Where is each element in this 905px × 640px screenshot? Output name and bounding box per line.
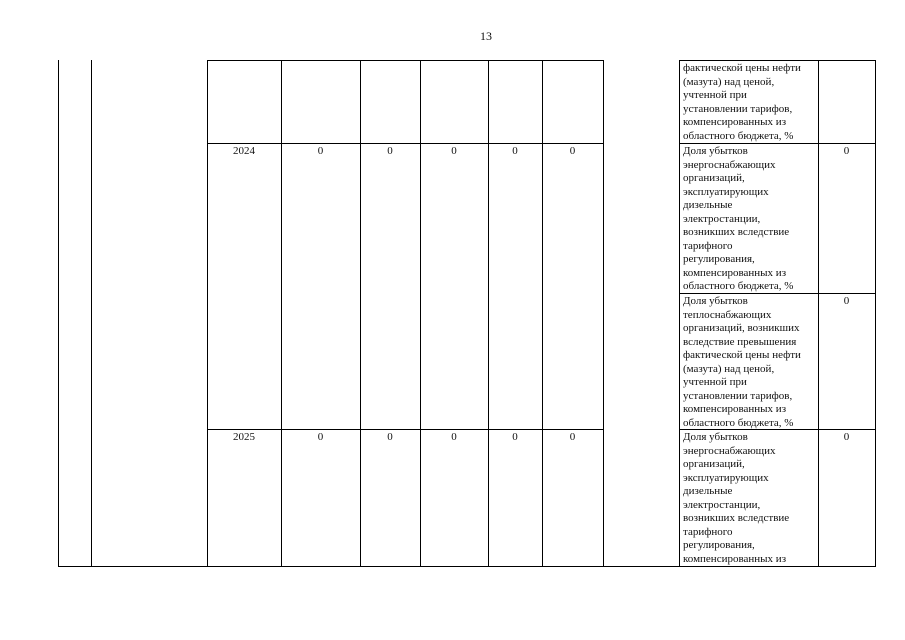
indicator-text: Доля убытков энергоснабжающих организаций, эксплуатирующих дизельные электростанции, возникших вследствие тарифного регулирования, компенсированных из (683, 431, 790, 565)
value-cell: 0 (317, 145, 324, 157)
column-divider (875, 60, 876, 566)
column-divider (420, 60, 421, 566)
column-divider (488, 60, 489, 566)
row-divider (679, 143, 875, 144)
target-value-cell: 0 (843, 145, 850, 157)
year-cell: 2025 (233, 431, 255, 443)
column-divider (207, 60, 208, 566)
value-cell: 0 (451, 145, 457, 157)
indicator-text: фактической цены нефти (мазута) над ценой, учтенной при установлении тарифов, компенсированных из областного бюджета, % (683, 62, 801, 142)
column-divider (360, 60, 361, 566)
row-divider (207, 143, 603, 144)
column-divider (91, 60, 92, 566)
value-cell: 0 (569, 431, 576, 443)
row-divider (207, 429, 603, 430)
indicator-text: Доля убытков энергоснабжающих организаций, эксплуатирующих дизельные электростанции, возникших вследствие тарифного регулирования, компенсированных из областного бюджета, % (683, 145, 794, 292)
value-cell: 0 (387, 145, 393, 157)
column-divider (281, 60, 282, 566)
column-divider (603, 60, 604, 566)
indicator-text: Доля убытков теплоснабжающих организаций, возникших вследствие превышения фактической цены нефти (мазута) над ценой, учтенной при установлении тарифов, компенсированных из областного бюджета, % (683, 295, 801, 429)
value-cell: 0 (451, 431, 457, 443)
row-divider (679, 60, 875, 61)
year-cell: 2024 (233, 145, 255, 157)
target-value-cell: 0 (843, 431, 850, 443)
value-cell: 0 (569, 145, 576, 157)
value-cell: 0 (512, 431, 518, 443)
column-divider (542, 60, 543, 566)
page-number: 13 (480, 29, 492, 43)
row-divider (207, 60, 603, 61)
target-value-cell: 0 (843, 295, 850, 307)
value-cell: 0 (387, 431, 393, 443)
value-cell: 0 (512, 145, 518, 157)
value-cell: 0 (317, 431, 324, 443)
budget-table (58, 60, 876, 567)
